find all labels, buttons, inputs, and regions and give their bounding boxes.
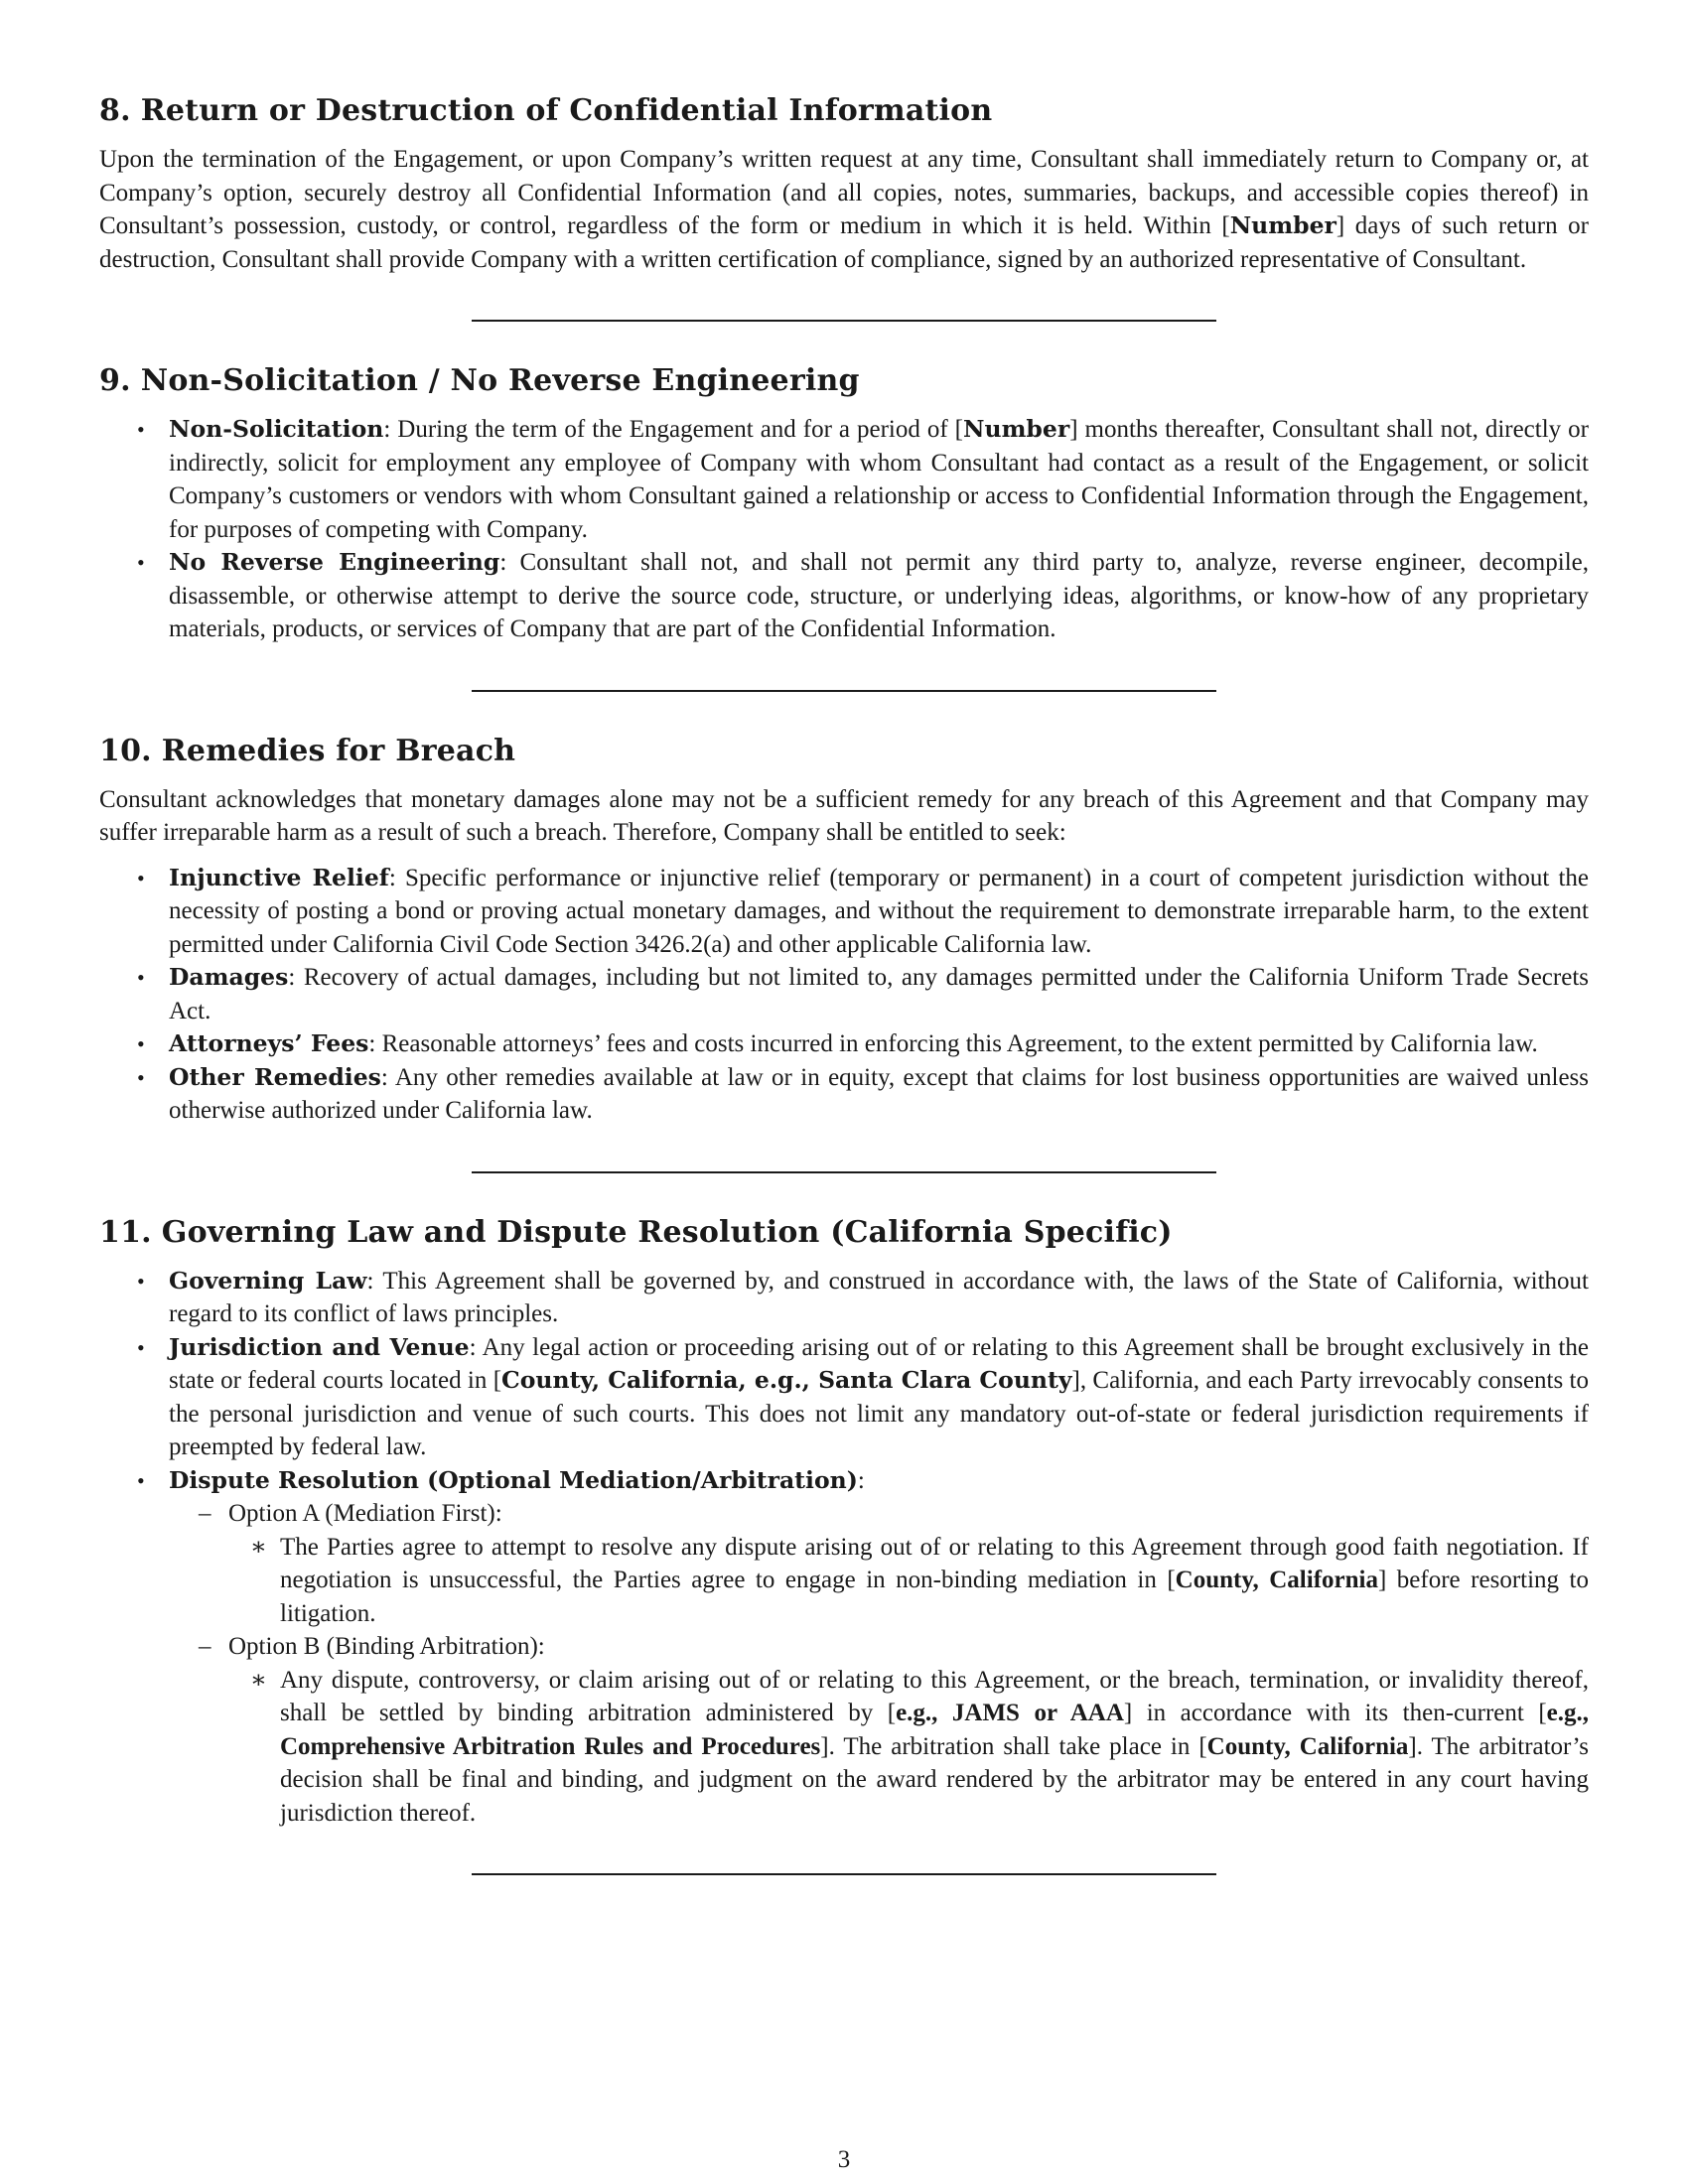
option-b-text: Any dispute, controversy, or claim arising out of or relating to this Agreement, or the breach, termination, or invalidity thereof, shall be settled by binding arbitration administered by [ [280,1666,1589,1726]
list-item [99,1027,1589,1061]
item-text: : Any legal action or proceeding arising out of or relating to this Agreement shall be brought exclusively in the state or federal courts located in [ [169,1333,1589,1394]
item-label: Other Remedies [169,1062,381,1091]
item-text: : [857,1466,865,1494]
section-8-text-1: Upon the termination of the Engagement, or upon Company’s written request at any time, Consultant shall immediately return to Company or, at Company’s option, securely destroy all Confidential Information (and all copies, notes, summaries, backups, and accessible copies thereof) in Consultant’s possession, custody, or control, regardless of the form or medium in which it is held. Within [ [99,146,1589,239]
list-item [99,1265,1589,1331]
placeholder-county: County, California [1175,1567,1378,1593]
item-text: : This Agreement shall be governed by, and construed in accordance with, the laws of the State of California, without regard to its conflict of laws principles. [169,1267,1589,1327]
section-10-title: Remedies for Breach [161,733,516,768]
list-item [99,1331,1589,1464]
section-11-number: 11. [99,1214,152,1250]
item-text: : During the term of the Engagement and for a period of [ [383,416,963,443]
bullet-icon: • [137,1031,145,1056]
item-label: No Reverse Engineering [169,548,500,576]
list-item [99,413,1589,546]
page-number: 3 [837,2146,851,2173]
option-b [99,1630,1589,1664]
section-9 [99,361,1589,692]
asterisk-icon: ∗ [250,1533,267,1561]
section-11-title: Governing Law and Dispute Resolution (California Specific) [161,1214,1173,1250]
section-10-list [99,862,1589,1128]
placeholder-number: Number [1229,211,1336,239]
placeholder-rules: e.g., Comprehensive Arbitration Rules and Procedures [280,1700,1589,1760]
section-8-paragraph [99,143,1589,276]
bullet-icon: • [137,1334,145,1360]
dash-icon: – [199,1633,211,1660]
bullet-icon: • [137,865,145,890]
option-a-label: Option A (Mediation First): [228,1500,502,1527]
item-label: Jurisdiction and Venue [169,1332,470,1361]
item-text: : Specific performance or injunctive relief (temporary or permanent) in a court of competent jurisdiction without the necessity of posting a bond or proving actual monetary damages, and without the requirement to demonstrate irreparable harm, to the extent permitted under California Civil Code Section 3426.2(a) and other applicable California law. [169,864,1589,958]
section-9-title: Non-Solicitation / No Reverse Engineering [140,363,860,398]
list-item [99,862,1589,962]
item-text: : Any other remedies available at law or in equity, except that claims for lost business opportunities are waived unless otherwise authorized under California law. [169,1063,1590,1124]
section-11 [99,1213,1589,1876]
horizontal-rule [472,1873,1216,1875]
list-item [99,1061,1589,1128]
item-label: Attorneys’ Fees [169,1029,369,1057]
section-10-number: 10. [99,733,152,768]
option-b-text: ] in accordance with its then-current [ [1123,1700,1547,1726]
placeholder-arbitrator: e.g., JAMS or AAA [896,1700,1124,1726]
list-item [99,546,1589,646]
section-11-list [99,1265,1589,1498]
section-8-number: 8. [99,93,131,128]
option-a [99,1497,1589,1531]
item-text: : Reasonable attorneys’ fees and costs incurred in enforcing this Agreement, to the extent permitted by California law. [368,1030,1538,1057]
bullet-icon: • [137,1268,145,1294]
option-b-label: Option B (Binding Arbitration): [228,1633,545,1660]
bullet-icon: • [137,1064,145,1090]
dash-icon: – [199,1500,211,1527]
section-8-text-2: ] days of such return or destruction, Consultant shall provide Company with a written certification of compliance, signed by an authorized representative of Consultant. [99,212,1589,273]
section-10 [99,732,1589,1173]
item-label: Governing Law [169,1266,367,1295]
placeholder-county: County, California [1206,1732,1409,1760]
option-a-detail [99,1531,1589,1631]
section-8-heading [99,91,1589,131]
section-9-list [99,413,1589,646]
list-item [99,1464,1589,1498]
item-label: Non-Solicitation [169,415,384,443]
bullet-icon: • [137,550,145,575]
item-label: Damages [169,963,289,991]
section-9-heading [99,361,1589,401]
document-body [99,91,1589,1875]
section-10-intro: Consultant acknowledges that monetary damages alone may not be a sufficient remedy for any breach of this Agreement and that Company may suffer irreparable harm as a result of such a breach. Therefore, Company shall be entitled to seek: [99,785,1589,846]
item-label: Injunctive Relief [169,863,389,891]
horizontal-rule [472,320,1216,322]
placeholder-county: County, California, e.g., Santa Clara County [501,1366,1072,1394]
bullet-icon: • [137,965,145,990]
item-text: ] months thereafter, Consultant shall not, directly or indirectly, solicit for employment any employee of Company with whom Consultant had contact as a result of the Engagement, or solicit Company’s customers or vendors with whom Consultant gained a relationship or access to Confidential Information through the Engagement, for purposes of competing with Company. [169,416,1589,543]
section-8-title: Return or Destruction of Confidential Information [140,93,993,128]
section-9-number: 9. [99,363,131,398]
item-label: Dispute Resolution (Optional Mediation/Arbitration) [169,1465,858,1494]
bullet-icon: • [137,417,145,442]
item-text: : Consultant shall not, and shall not permit any third party to, analyze, reverse engineer, decompile, disassemble, or otherwise attempt to derive the source code, structure, or underlying ideas, algorithms, or know-how of any proprietary materials, products, or services of Company that are part of the Confidential Information. [169,549,1589,642]
item-text: ], California, and each Party irrevocably consents to the personal jurisdiction and venue of such courts. This does not limit any mandatory out-of-state or federal jurisdiction requirements if preempted by federal law. [169,1367,1589,1460]
option-a-text: The Parties agree to attempt to resolve any dispute arising out of or relating to this Agreement through good faith negotiation. If negotiation is unsuccessful, the Parties agree to engage in non-binding mediation in [ [280,1533,1589,1593]
option-b-text: ]. The arbitrator’s decision shall be final and binding, and judgment on the award rendered by the arbitrator may be entered in any court having jurisdiction thereof. [280,1732,1589,1827]
section-11-heading [99,1213,1589,1253]
asterisk-icon: ∗ [250,1666,267,1694]
section-10-heading [99,732,1589,771]
placeholder-number: Number [963,415,1070,443]
list-item [99,961,1589,1027]
horizontal-rule [472,690,1216,692]
section-8 [99,91,1589,322]
item-text: : Recovery of actual damages, including but not limited to, any damages permitted under the California Uniform Trade Secrets Act. [169,964,1589,1024]
bullet-icon: • [137,1467,145,1493]
option-b-text: ]. The arbitration shall take place in [ [820,1732,1207,1760]
option-b-detail [99,1664,1589,1831]
option-a-text: ] before resorting to litigation. [280,1567,1589,1627]
horizontal-rule [472,1171,1216,1173]
